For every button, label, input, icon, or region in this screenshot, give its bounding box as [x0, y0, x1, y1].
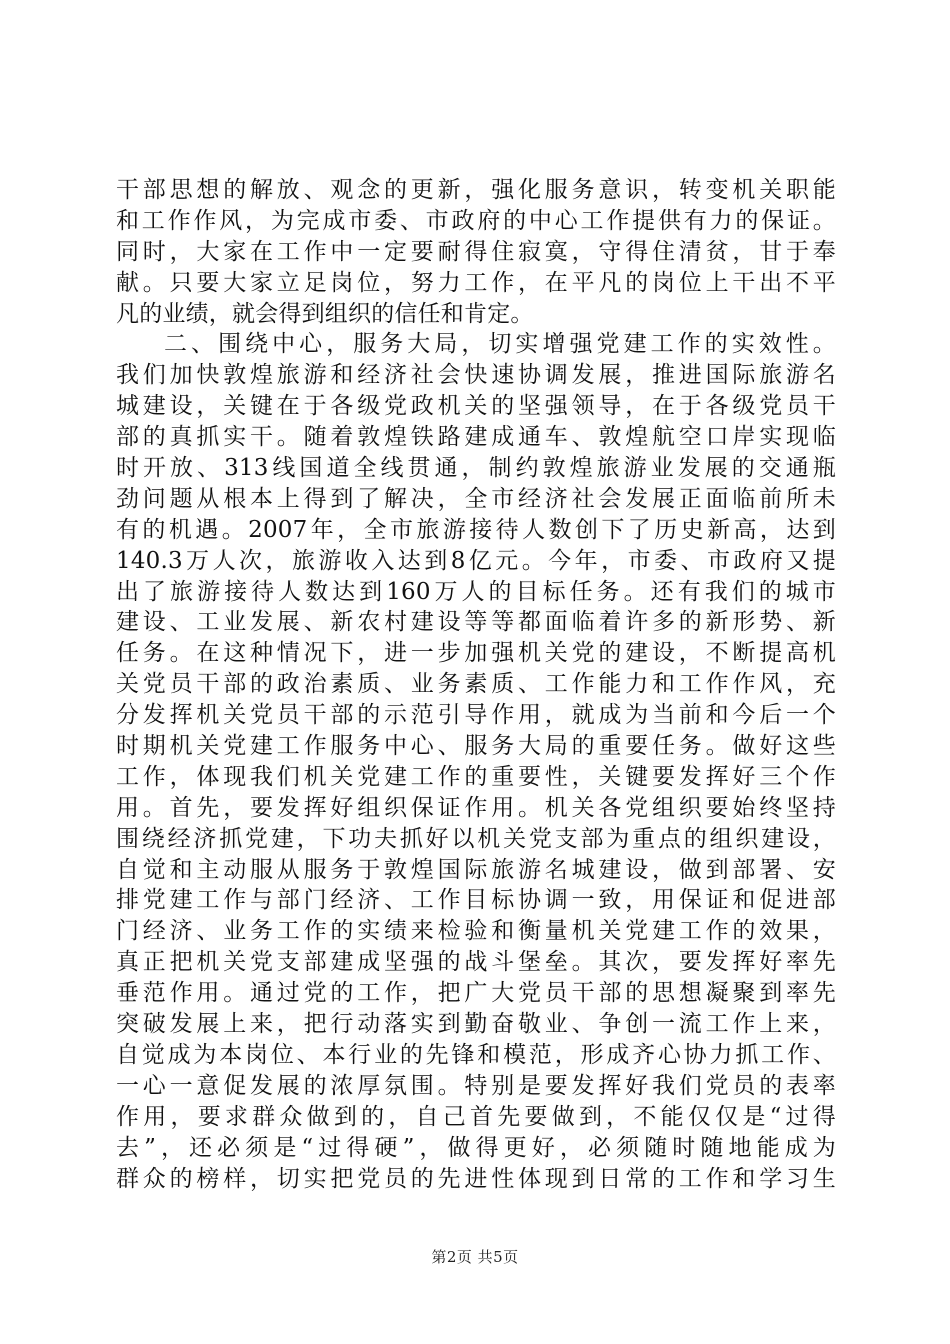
text-line: 时期机关党建工作服务中心、服务大局的重要任务。做好这些 — [116, 733, 836, 760]
text-line: 自觉和主动服从服务于敦煌国际旅游名城建设，做到部署、安 — [116, 856, 836, 883]
text-line: 围绕经济抓党建，下功夫抓好以机关党支部为重点的组织建设， — [116, 825, 836, 852]
text-line: 门经济、业务工作的实绩来检验和衡量机关党建工作的效果， — [116, 918, 836, 945]
text-line: 城建设，关键在于各级党政机关的坚强领导，在于各级党员干 — [116, 393, 836, 420]
text-line: 一心一意促发展的浓厚氛围。特别是要发挥好我们党员的表率 — [116, 1072, 836, 1099]
text-line: 真正把机关党支部建成坚强的战斗堡垒。其次，要发挥好率先 — [116, 949, 836, 976]
section-heading-line: 二、围绕中心，服务大局，切实增强党建工作的实效性。 — [164, 331, 836, 358]
text-line: 关党员干部的政治素质、业务素质、工作能力和工作作风，充 — [116, 671, 836, 698]
text-line: 垂范作用。通过党的工作，把广大党员干部的思想凝聚到率先 — [116, 980, 836, 1007]
text-line: 作用，要求群众做到的，自己首先要做到，不能仅仅是“过得 — [116, 1103, 836, 1130]
text-line: 群众的榜样，切实把党员的先进性体现到日常的工作和学习生 — [116, 1165, 836, 1192]
text-line: 分发挥机关党员干部的示范引导作用，就成为当前和今后一个 — [116, 702, 836, 729]
text-line: 和工作作风，为完成市委、市政府的中心工作提供有力的保证。 — [116, 207, 836, 234]
text-line: 同时，大家在工作中一定要耐得住寂寞，守得住清贫，甘于奉 — [116, 238, 836, 265]
text-line: 任务。在这种情况下，进一步加强机关党的建设，不断提高机 — [116, 640, 836, 667]
text-line: 用。首先，要发挥好组织保证作用。机关各党组织要始终坚持 — [116, 794, 836, 821]
text-line: 劲问题从根本上得到了解决，全市经济社会发展正面临前所未 — [116, 485, 836, 512]
text-line: 有的机遇。2007年，全市旅游接待人数创下了历史新高，达到 — [116, 516, 836, 543]
text-line: 部的真抓实干。随着敦煌铁路建成通车、敦煌航空口岸实现临 — [116, 424, 836, 451]
text-line: 自觉成为本岗位、本行业的先锋和模范，形成齐心协力抓工作、 — [116, 1041, 836, 1068]
text-line: 工作，体现我们机关党建工作的重要性，关键要发挥好三个作 — [116, 763, 836, 790]
text-line: 出了旅游接待人数达到160万人的目标任务。还有我们的城市 — [116, 578, 836, 605]
text-line: 我们加快敦煌旅游和经济社会快速协调发展，推进国际旅游名 — [116, 362, 836, 389]
text-line: 献。只要大家立足岗位，努力工作，在平凡的岗位上干出不平 — [116, 269, 836, 296]
document-body — [116, 175, 836, 1194]
text-line: 突破发展上来，把行动落实到勤奋敬业、争创一流工作上来， — [116, 1011, 836, 1038]
text-line: 干部思想的解放、观念的更新，强化服务意识，转变机关职能 — [116, 177, 836, 203]
text-line: 建设、工业发展、新农村建设等等都面临着许多的新形势、新 — [116, 609, 836, 636]
text-line: 时开放、313线国道全线贯通，制约敦煌旅游业发展的交通瓶 — [116, 455, 836, 482]
text-line: 排党建工作与部门经济、工作目标协调一致，用保证和促进部 — [116, 887, 836, 914]
text-line: 140.3万人次，旅游收入达到8亿元。今年，市委、市政府又提 — [116, 547, 836, 574]
page-number-footer: 第2页 共5页 — [431, 1248, 519, 1266]
text-line: 去”，还必须是“过得硬”，做得更好，必须随时随地能成为 — [116, 1134, 836, 1161]
text-line: 凡的业绩，就会得到组织的信任和肯定。 — [116, 300, 534, 327]
